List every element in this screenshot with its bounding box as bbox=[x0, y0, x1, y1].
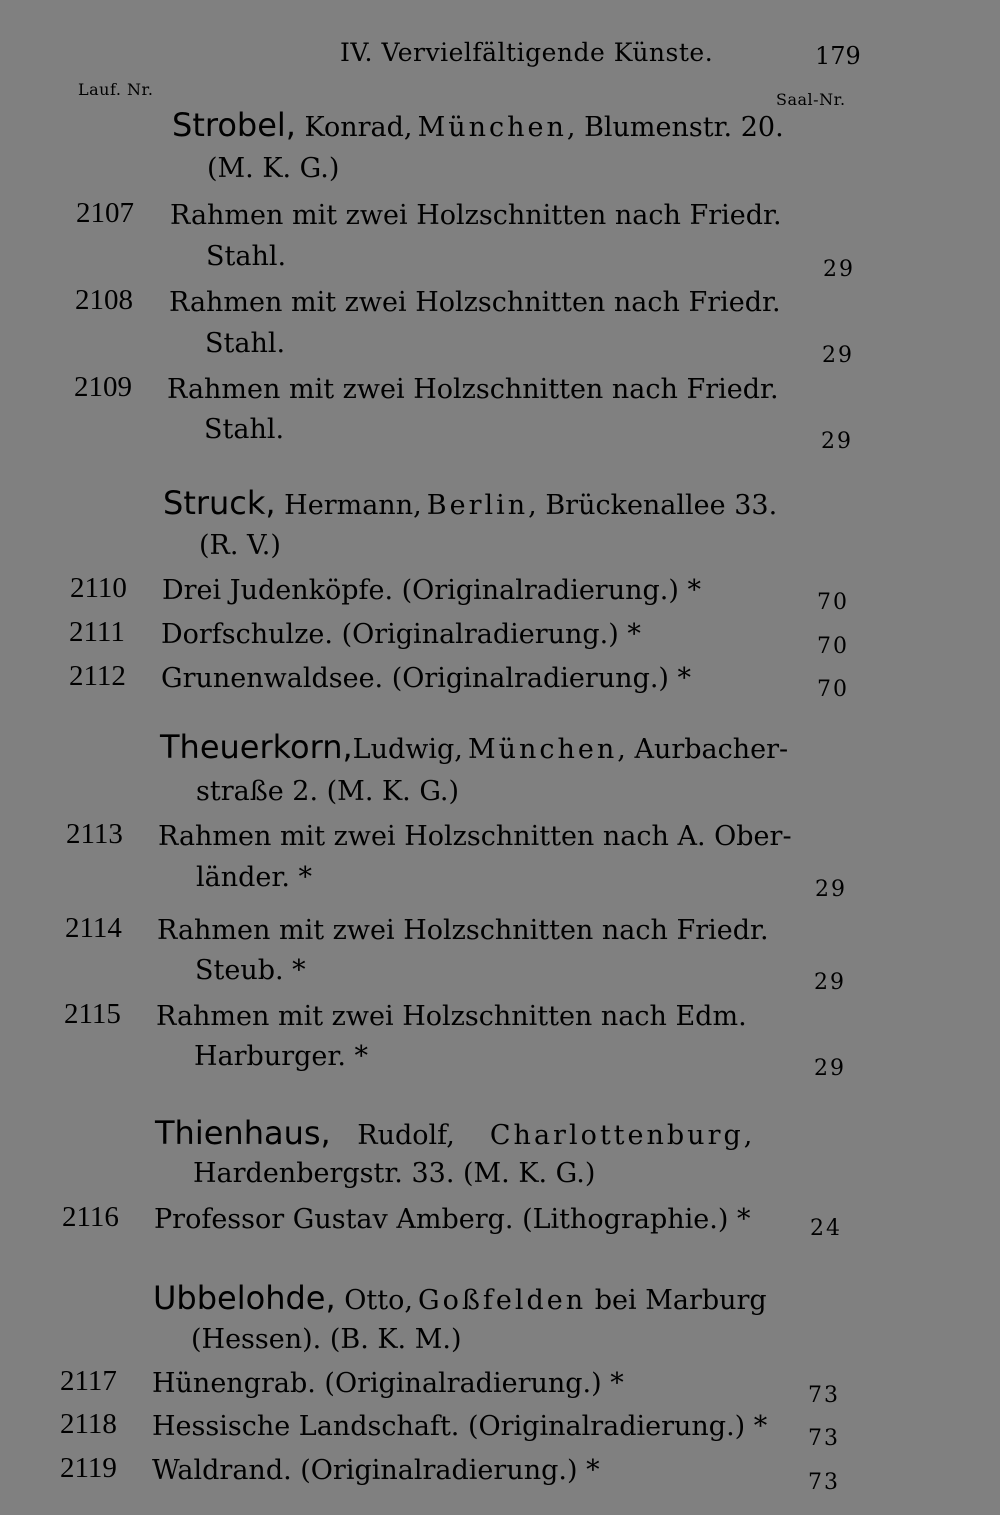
artist-membership: (R. V.) bbox=[199, 530, 281, 561]
artist-name: Struck, bbox=[163, 484, 276, 522]
artist-membership: (M. K. G.) bbox=[207, 153, 340, 184]
entry-title-cont: Harburger. * bbox=[194, 1041, 368, 1072]
entry-number: 2111 bbox=[69, 616, 125, 648]
entry-title-cont: Stahl. bbox=[205, 328, 286, 359]
artist-name: Strobel, bbox=[172, 106, 296, 144]
entry-title-cont: Steub. * bbox=[195, 955, 306, 986]
artist-first-name: Otto, bbox=[335, 1285, 413, 1316]
artist-first-name: Konrad, bbox=[295, 112, 413, 143]
entry-number: 2112 bbox=[69, 660, 126, 692]
room-number: 29 bbox=[822, 343, 854, 368]
artist-name: Thienhaus, bbox=[155, 1114, 331, 1152]
artist-address: , Brückenallee 33. bbox=[528, 490, 778, 521]
room-number: 29 bbox=[814, 970, 846, 995]
entry-title: Waldrand. (Originalradierung.) * bbox=[152, 1455, 600, 1486]
entry-title: Rahmen mit zwei Holzschnitten nach Friedr. bbox=[157, 915, 769, 946]
room-number: 73 bbox=[808, 1383, 840, 1408]
entry-title: Dorfschulze. (Originalradierung.) * bbox=[161, 619, 641, 650]
room-number: 29 bbox=[821, 429, 853, 454]
room-number: 70 bbox=[817, 590, 849, 615]
entry-number: 2108 bbox=[75, 284, 133, 316]
entry-title: Professor Gustav Amberg. (Lithographie.) * bbox=[154, 1204, 751, 1235]
artist-city: München bbox=[467, 734, 618, 765]
artist-name: Ubbelohde, bbox=[153, 1279, 336, 1317]
artist-membership: Hardenbergstr. 33. (M. K. G.) bbox=[193, 1158, 596, 1189]
artist-heading bbox=[153, 1279, 767, 1317]
artist-city: Goßfelden bbox=[418, 1285, 587, 1316]
room-number: 73 bbox=[808, 1470, 840, 1495]
entry-title: Rahmen mit zwei Holzschnitten nach Friedr. bbox=[170, 200, 782, 231]
entry-number: 2117 bbox=[60, 1365, 117, 1397]
room-number: 29 bbox=[814, 1056, 846, 1081]
entry-number: 2110 bbox=[70, 572, 127, 604]
running-title: IV. Vervielfältigende Künste. bbox=[340, 38, 714, 67]
artist-first-name: Ludwig, bbox=[352, 734, 463, 765]
lauf-nr-label: Lauf. Nr. bbox=[78, 80, 154, 99]
room-number: 73 bbox=[808, 1426, 840, 1451]
entry-title: Rahmen mit zwei Holzschnitten nach Friedr. bbox=[167, 374, 779, 405]
room-number: 29 bbox=[815, 877, 847, 902]
artist-heading bbox=[160, 728, 788, 766]
artist-address: , Aurbacher- bbox=[617, 734, 789, 765]
entry-title: Drei Judenköpfe. (Originalradierung.) * bbox=[162, 575, 701, 606]
artist-first-name: Hermann, bbox=[275, 490, 422, 521]
saal-nr-label: Saal-Nr. bbox=[776, 90, 846, 109]
entry-number: 2114 bbox=[65, 912, 122, 944]
entry-number: 2107 bbox=[76, 197, 134, 229]
artist-city: Charlottenburg bbox=[489, 1120, 744, 1151]
artist-heading bbox=[163, 484, 777, 522]
entry-title: Hessische Landschaft. (Originalradierung.) * bbox=[152, 1411, 768, 1442]
room-number: 70 bbox=[817, 677, 849, 702]
room-number: 29 bbox=[823, 257, 855, 282]
artist-first-name: Rudolf, bbox=[348, 1120, 455, 1151]
artist-address: , Blumenstr. 20. bbox=[566, 112, 784, 143]
entry-number: 2119 bbox=[60, 1452, 117, 1484]
artist-name: Theuerkorn, bbox=[160, 728, 353, 766]
artist-membership: (Hessen). (B. K. M.) bbox=[191, 1324, 462, 1355]
entry-title-cont: Stahl. bbox=[206, 241, 287, 272]
page-number: 179 bbox=[815, 42, 861, 70]
entry-title: Grunenwaldsee. (Originalradierung.) * bbox=[161, 663, 692, 694]
entry-number: 2115 bbox=[64, 998, 121, 1030]
room-number: 24 bbox=[810, 1216, 842, 1241]
artist-address: , bbox=[743, 1120, 753, 1151]
entry-number: 2113 bbox=[66, 818, 123, 850]
artist-heading bbox=[155, 1114, 752, 1152]
entry-number: 2116 bbox=[62, 1201, 119, 1233]
entry-number: 2109 bbox=[74, 371, 132, 403]
entry-title: Hünengrab. (Originalradierung.) * bbox=[152, 1368, 624, 1399]
artist-heading bbox=[172, 106, 784, 144]
entry-title-cont: Stahl. bbox=[204, 414, 285, 445]
entry-title-cont: länder. * bbox=[196, 862, 312, 893]
artist-address: bei Marburg bbox=[586, 1285, 767, 1316]
artist-city: Berlin bbox=[426, 490, 529, 521]
artist-city: München bbox=[417, 112, 567, 143]
entry-number: 2118 bbox=[60, 1408, 117, 1440]
entry-title: Rahmen mit zwei Holzschnitten nach Edm. bbox=[156, 1001, 747, 1032]
entry-title: Rahmen mit zwei Holzschnitten nach A. Ober- bbox=[158, 821, 792, 852]
room-number: 70 bbox=[817, 634, 849, 659]
artist-membership: straße 2. (M. K. G.) bbox=[196, 776, 460, 807]
entry-title: Rahmen mit zwei Holzschnitten nach Friedr. bbox=[169, 287, 781, 318]
